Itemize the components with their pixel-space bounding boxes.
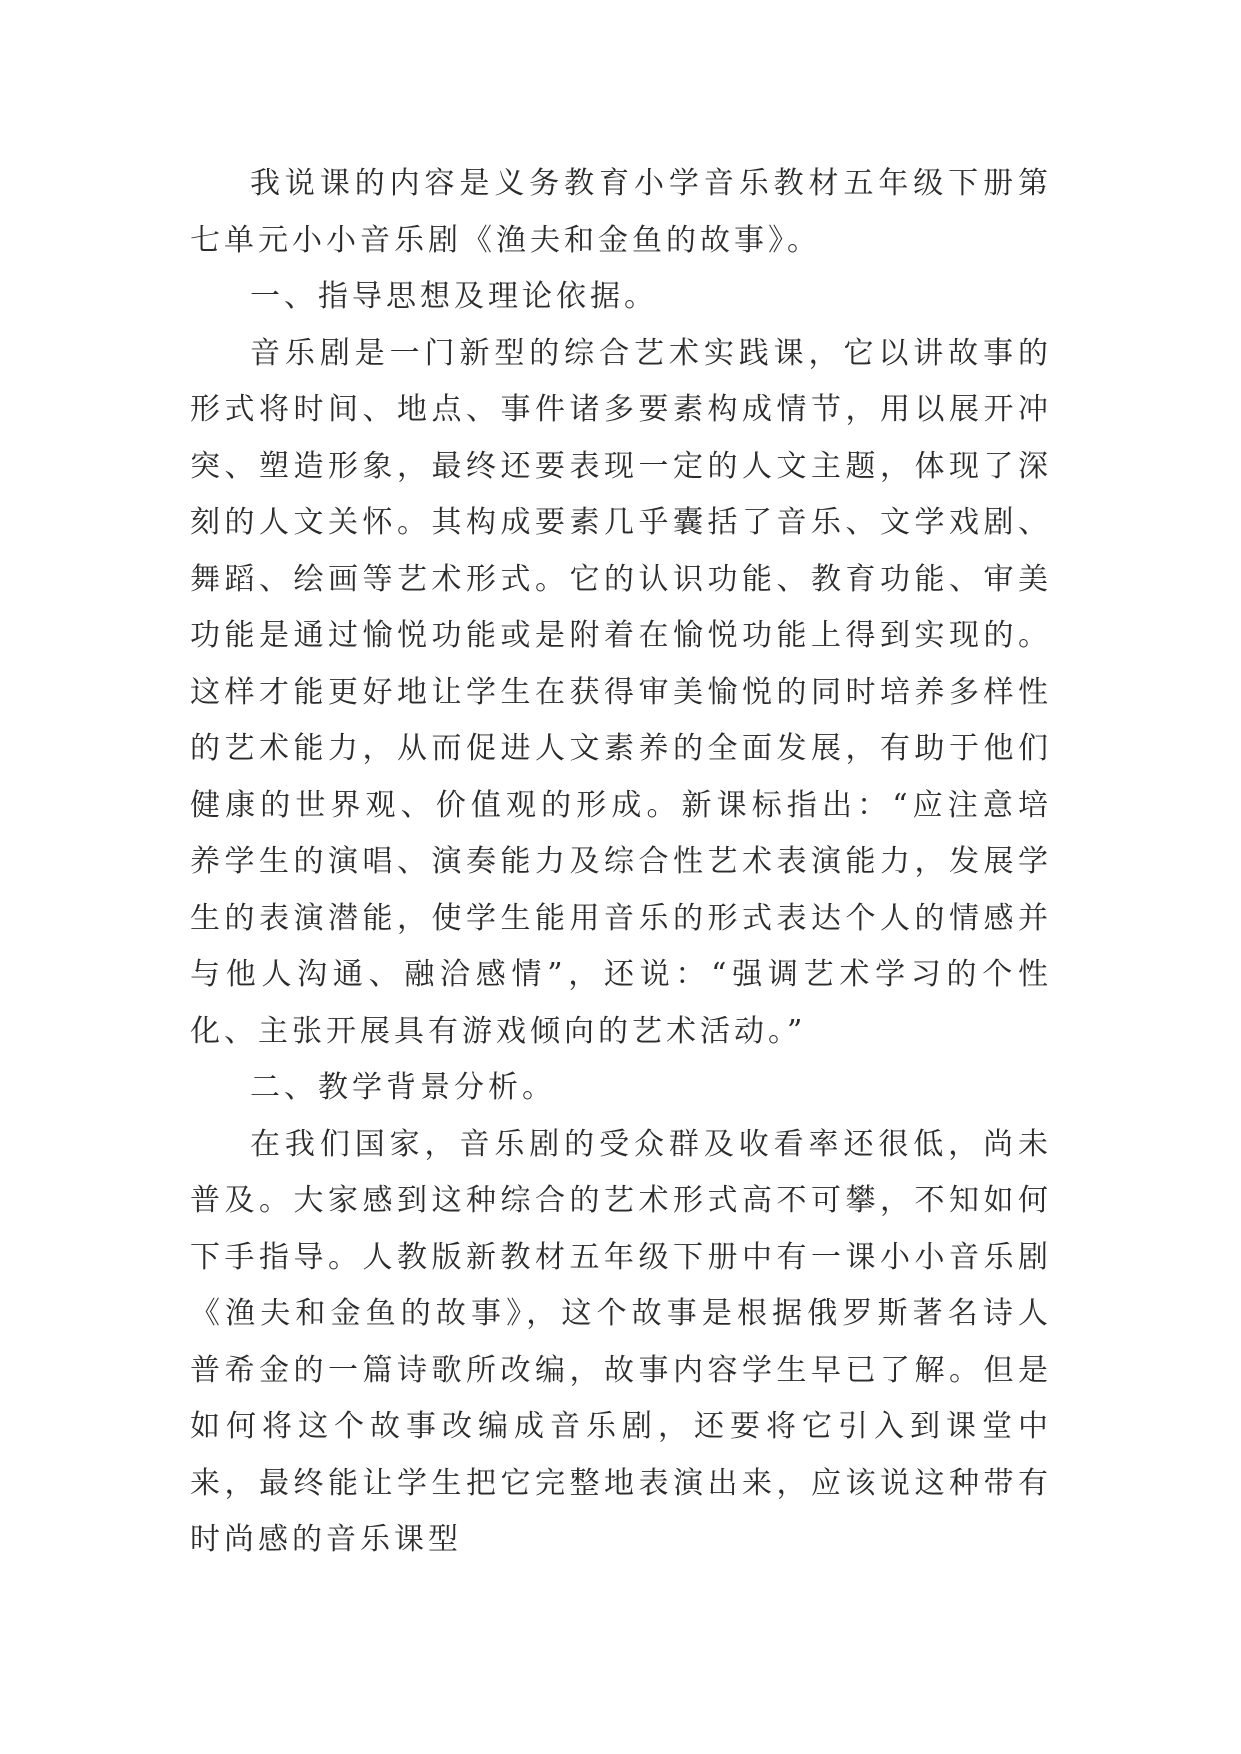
section-heading-teaching-background: 二、教学背景分析。	[250, 1070, 556, 1105]
document-body	[190, 156, 1052, 1569]
body-paragraph-background-analysis: 在我们国家，音乐剧的受众群及收看率还很低，尚未普及。大家感到这种综合的艺术形式高不可攀，不知如何下手指导。人教版新教材五年级下册中有一课小小音乐剧《渔夫和金鱼的故事》，这个故事是根据俄罗斯著名诗人普希金的一篇诗歌所改编，故事内容学生早已了解。但是如何将这个故事改编成音乐剧，还要将它引入到课堂中来，最终能让学生把它完整地表演出来，应该说这种带有时尚感的音乐课型	[190, 1126, 1052, 1557]
section-heading-guiding-ideology: 一、指导思想及理论依据。	[250, 279, 658, 314]
body-paragraph-musical-theory: 音乐剧是一门新型的综合艺术实践课，它以讲故事的形式将时间、地点、事件诸多要素构成情节，用以展开冲突、塑造形象，最终还要表现一定的人文主题，体现了深刻的人文关怀。其构成要素几乎囊括了音乐、文学戏剧、舞蹈、绘画等艺术形式。它的认识功能、教育功能、审美功能是通过愉悦功能或是附着在愉悦功能上得到实现的。这样才能更好地让学生在获得审美愉悦的同时培养多样性的艺术能力，从而促进人文素养的全面发展，有助于他们健康的世界观、价值观的形成。新课标指出：“应注意培养学生的演唱、演奏能力及综合性艺术表演能力，发展学生的表演潜能，使学生能用音乐的形式表达个人的情感并与他人沟通、融洽感情”，还说：“强调艺术学习的个性化、主张开展具有游戏倾向的艺术活动。”	[190, 335, 1052, 1049]
intro-paragraph: 我说课的内容是义务教育小学音乐教材五年级下册第七单元小小音乐剧《渔夫和金鱼的故事》。	[190, 166, 1052, 258]
